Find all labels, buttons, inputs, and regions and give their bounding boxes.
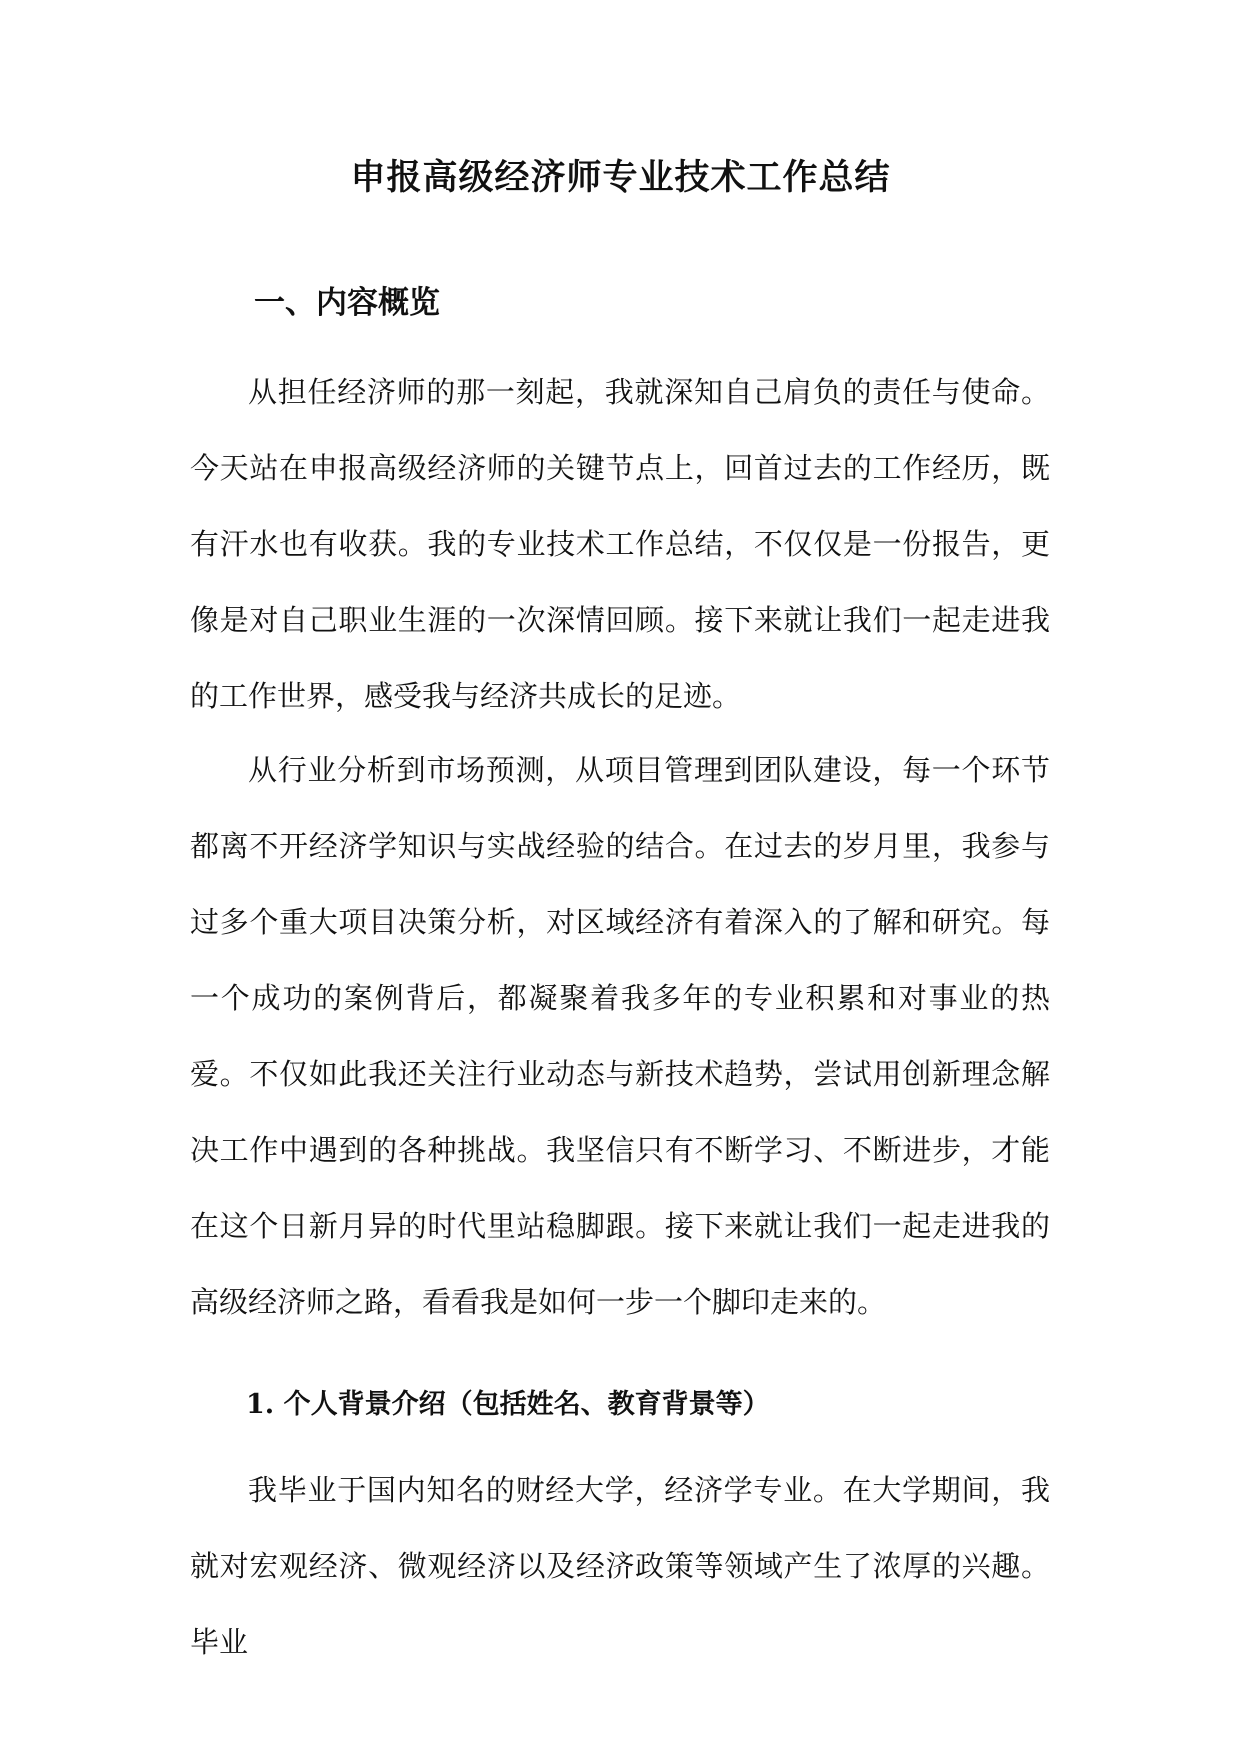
paragraph-intro: 从担任经济师的那一刻起，我就深知自己肩负的责任与使命。今天站在申报高级经济师的关键节点上，回首过去的工作经历，既有汗水也有收获。我的专业技术工作总结，不仅仅是一份报告，更像是对自己职业生涯的一次深情回顾。接下来就让我们一起走进我的工作世界，感受我与经济共成长的足迹。 — [190, 375, 1050, 713]
subsection-heading-background: 1. 个人背景介绍（包括姓名、教育背景等） — [246, 1389, 770, 1420]
document-title: 申报高级经济师专业技术工作总结 — [350, 157, 891, 198]
paragraph-experience: 从行业分析到市场预测，从项目管理到团队建设，每一个环节都离不开经济学知识与实战经验的结合。在过去的岁月里，我参与过多个重大项目决策分析，对区域经济有着深入的了解和研究。每一个成功的案例背后，都凝聚着我多年的专业积累和对事业的热爱。不仅如此我还关注行业动态与新技术趋势，尝试用创新理念解决工作中遇到的各种挑战。我坚信只有不断学习、不断进步，才能在这个日新月异的时代里站稳脚跟。接下来就让我们一起走进我的高级经济师之路，看看我是如何一步一个脚印走来的。 — [190, 753, 1050, 1319]
paragraph-background: 我毕业于国内知名的财经大学，经济学专业。在大学期间，我就对宏观经济、微观经济以及经济政策等领域产生了浓厚的兴趣。毕业 — [190, 1473, 1050, 1659]
section-heading-overview: 一、内容概览 — [254, 285, 440, 321]
